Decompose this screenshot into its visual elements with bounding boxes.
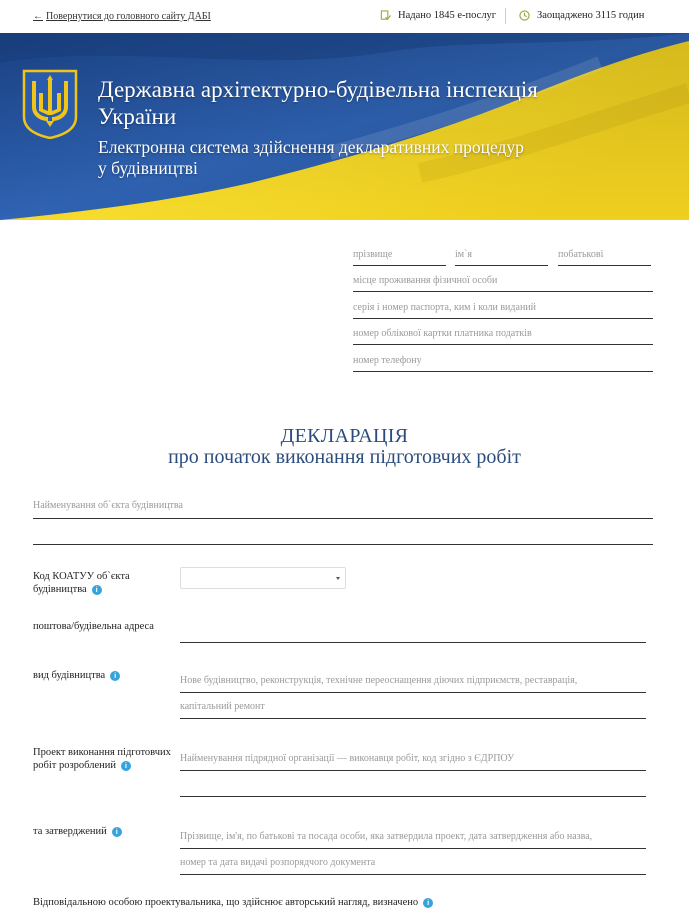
construction-type-label-text: вид будівництва: [33, 670, 106, 681]
tax-card-field[interactable]: [353, 323, 653, 345]
organization-title-line-2: України: [98, 104, 177, 129]
phone-placeholder: номер телефону: [353, 355, 422, 366]
tax-card-placeholder: номер облікової картки платника податків: [353, 328, 532, 339]
system-subtitle: [98, 137, 618, 179]
header-banner: [0, 33, 689, 220]
approved-by-placeholder-1: Прізвище, ім'я, по батькові та посада особи, яка затвердила проект, дата затвердження або назва,: [180, 831, 593, 842]
organization-title-line-1: Державна архітектурно-будівельна інспекція: [98, 77, 538, 102]
services-provided-stat: [380, 10, 496, 21]
phone-field[interactable]: [353, 350, 653, 372]
organization-title: [98, 76, 658, 130]
passport-field[interactable]: [353, 297, 653, 319]
project-developer-input-line-1[interactable]: [180, 770, 646, 771]
object-name-placeholder: Найменування об`єкта будівництва: [33, 500, 183, 511]
patronymic-placeholder: побатькові: [558, 249, 604, 260]
info-icon[interactable]: i: [423, 898, 433, 908]
back-arrow-icon: ←: [33, 11, 43, 22]
approved-by-input-line-2[interactable]: [180, 874, 646, 875]
info-icon[interactable]: i: [121, 761, 131, 771]
first-name-field[interactable]: [455, 244, 548, 266]
approved-by-label: [33, 825, 122, 838]
info-icon[interactable]: i: [110, 671, 120, 681]
project-developer-label: [33, 746, 183, 772]
declaration-subtitle: про початок виконання підготовчих робіт: [168, 446, 521, 468]
declaration-title: ДЕКЛАРАЦІЯ: [280, 425, 409, 447]
stat-divider: [505, 8, 506, 24]
system-subtitle-line-2: у будівництві: [98, 158, 198, 178]
project-developer-input-line-2[interactable]: [180, 796, 646, 797]
address-input-line[interactable]: [180, 642, 646, 643]
approved-by-label-text: та затверджений: [33, 826, 107, 837]
construction-type-label: [33, 669, 120, 682]
system-subtitle-line-1: Електронна система здійснення декларативних процедур: [98, 137, 524, 157]
approved-by-placeholder-2: номер та дата видачі розпорядчого документа: [180, 857, 376, 868]
project-developer-placeholder: Найменування підрядної організації — виконавця робіт, код згідно з ЄДРПОУ: [180, 753, 515, 764]
services-provided-text: Надано 1845 е-послуг: [398, 10, 497, 21]
project-developer-label-line-2-text: робіт розроблений: [33, 760, 116, 771]
hours-saved-text: Заощаджено 3115 годин: [537, 10, 645, 21]
koatuu-select[interactable]: [180, 567, 346, 589]
construction-type-placeholder-1: Нове будівництво, реконструкція, технічне переоснащення діючих підприємств, реставрація,: [180, 675, 578, 686]
chevron-down-icon: [336, 577, 340, 580]
coat-of-arms-trident-icon: [22, 69, 78, 139]
project-developer-label-line-1: Проект виконання підготовчих: [33, 747, 171, 758]
construction-type-placeholder-2: капітальний ремонт: [180, 701, 265, 712]
construction-type-input-line-1[interactable]: [180, 692, 646, 693]
top-bar: [0, 0, 689, 33]
residence-placeholder: місце проживання фізичної особи: [353, 275, 498, 286]
info-icon[interactable]: i: [92, 585, 102, 595]
first-name-placeholder: ім`я: [455, 249, 473, 260]
surname-field[interactable]: [353, 244, 446, 266]
supervision-label: [33, 896, 433, 908]
koatuu-label: [33, 570, 173, 596]
approved-by-input-line-1[interactable]: [180, 848, 646, 849]
surname-placeholder: прізвище: [353, 249, 393, 260]
object-name-input-line-1[interactable]: [33, 518, 653, 519]
back-link-label: Повернутися до головного сайту ДАБІ: [46, 11, 211, 22]
residence-field[interactable]: [353, 270, 653, 292]
object-name-input-line-2[interactable]: [33, 544, 653, 545]
document-check-icon: [380, 10, 391, 21]
address-label: поштова/будівельна адреса: [33, 621, 154, 632]
construction-type-input-line-2[interactable]: [180, 718, 646, 719]
koatuu-label-line-1: Код КОАТУУ об`єкта: [33, 571, 130, 582]
supervision-label-text: Відповідальною особою проектувальника, що здійснює авторський нагляд, визначено: [33, 897, 419, 908]
patronymic-field[interactable]: [558, 244, 651, 266]
koatuu-label-line-2-text: будівництва: [33, 584, 87, 595]
clock-icon: [519, 10, 530, 21]
back-to-main-site-link[interactable]: [33, 11, 211, 22]
koatuu-label-line-2: [33, 583, 173, 596]
passport-placeholder: серія і номер паспорта, ким і коли виданий: [353, 302, 536, 313]
project-developer-label-line-2: [33, 759, 183, 772]
info-icon[interactable]: i: [112, 827, 122, 837]
hours-saved-stat: [519, 10, 644, 21]
